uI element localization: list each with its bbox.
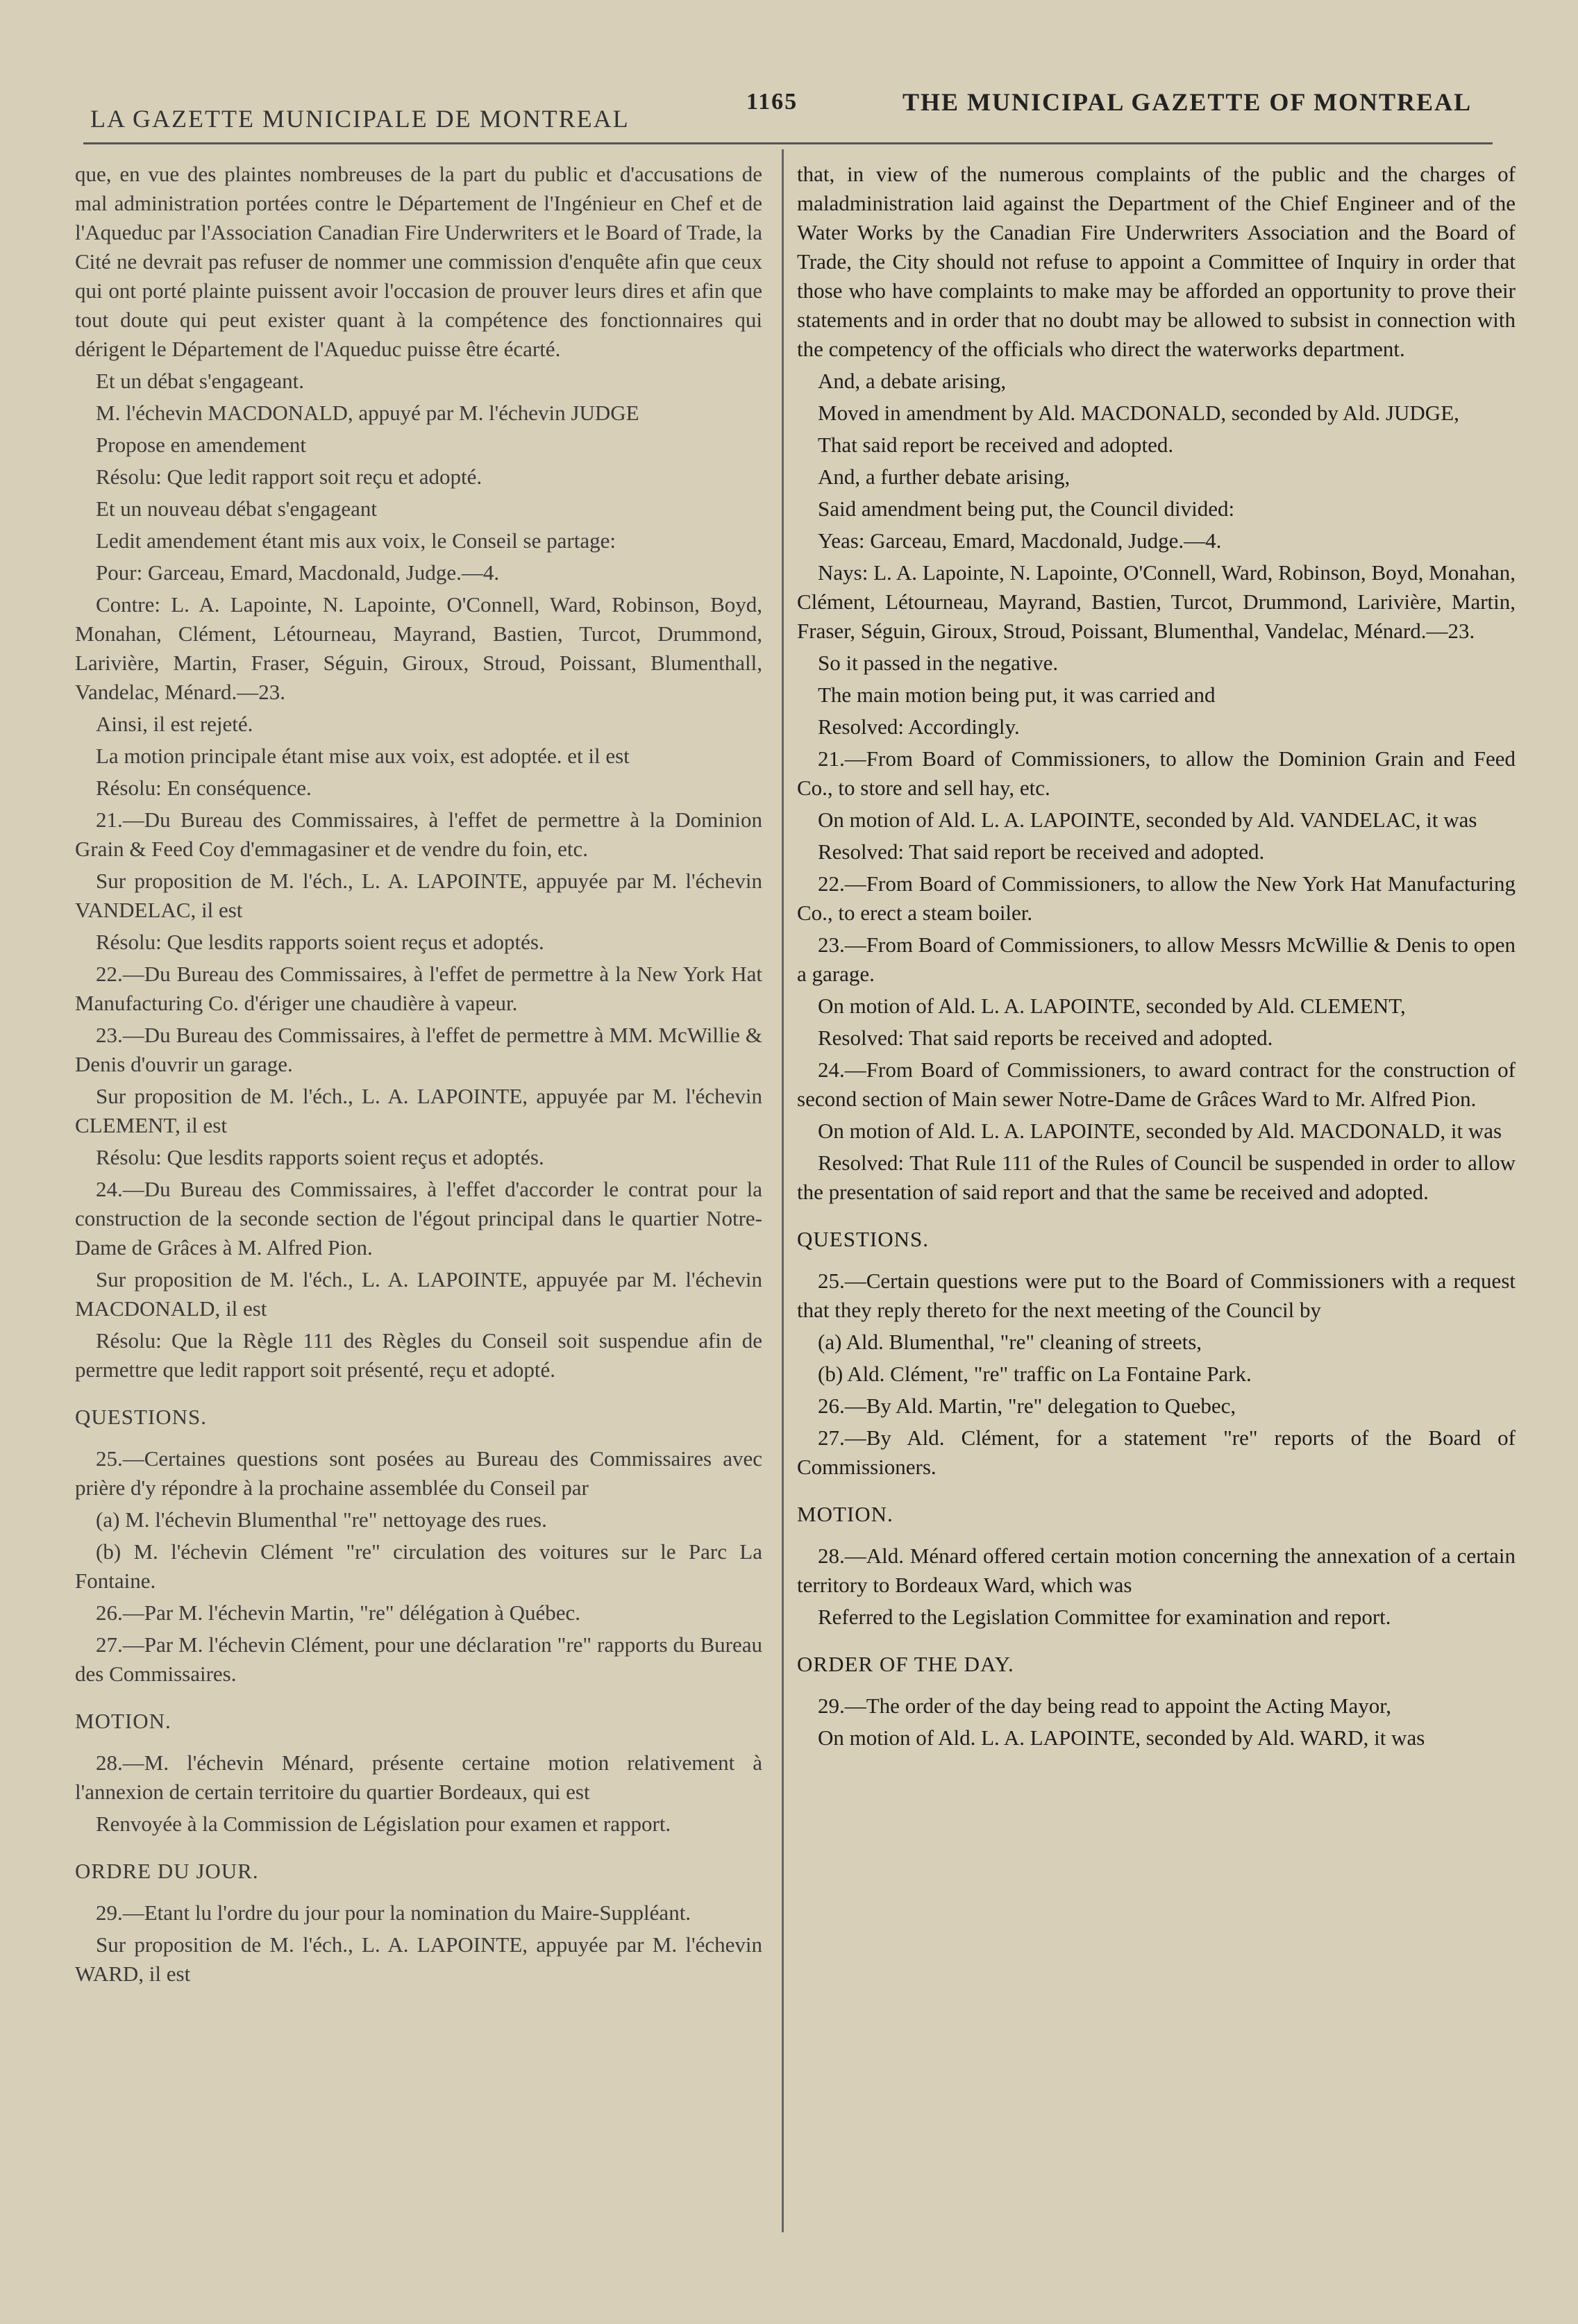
- paragraph: (b) M. l'échevin Clément "re" circulation des voitures sur le Parc La Fontaine.: [75, 1539, 762, 1593]
- english-column: [797, 160, 1516, 1755]
- paragraph: Sur proposition de M. l'éch., L. A. LAPOINTE, appuyée par M. l'échevin VANDELAC, il est: [75, 869, 762, 922]
- paragraph: Sur proposition de M. l'éch., L. A. LAPOINTE, appuyée par M. l'échevin CLEMENT, il est: [75, 1084, 762, 1137]
- paragraph: que, en vue des plaintes nombreuses de la part du public et d'accusations de mal administration portées contre le Département de l'Ingénieur en Chef et de l'Aqueduc par l'Association Canadian Fire Underwriters et le Board of Trade, la Cité ne devrait pas refuser de nommer une commission d'enquête afin que ceux qui ont porté plainte puissent avoir l'occasion de prouver leurs dires et afin que tout doute qui peut exister quant à la compétence des fonctionnaires qui dérigent le Département de l'Aqueduc puisse être écarté.: [75, 162, 762, 361]
- paragraph: M. l'échevin MACDONALD, appuyé par M. l'échevin JUDGE: [96, 401, 639, 425]
- section-heading: QUESTIONS.: [75, 1405, 207, 1429]
- paragraph: 21.—From Board of Commissioners, to allow the Dominion Grain and Feed Co., to store and sell hay, etc.: [797, 746, 1516, 800]
- paragraph: Propose en amendement: [96, 433, 307, 457]
- paragraph: 23.—Du Bureau des Commissaires, à l'effet de permettre à MM. McWillie & Denis d'ouvrir un garage.: [75, 1023, 762, 1076]
- paragraph: 25.—Certaines questions sont posées au Bureau des Commissaires avec prière d'y répondre à la prochaine assemblée du Conseil par: [75, 1446, 762, 1500]
- header-english-title: THE MUNICIPAL GAZETTE OF MONTREAL: [903, 88, 1472, 116]
- paragraph: 22.—Du Bureau des Commissaires, à l'effet de permettre à la New York Hat Manufacturing Co. d'ériger une chaudière à vapeur.: [75, 962, 762, 1015]
- paragraph: Résolu: Que ledit rapport soit reçu et adopté.: [96, 465, 482, 489]
- paragraph: Résolu: En conséquence.: [96, 776, 312, 800]
- section-heading: ORDER OF THE DAY.: [797, 1652, 1014, 1676]
- paragraph: And, a debate arising,: [818, 369, 1007, 393]
- paragraph: Sur proposition de M. l'éch., L. A. LAPOINTE, appuyée par M. l'échevin WARD, il est: [75, 1932, 762, 1986]
- paragraph: (b) Ald. Clément, "re" traffic on La Fontaine Park.: [818, 1362, 1252, 1386]
- paragraph: Ainsi, il est rejeté.: [96, 712, 253, 736]
- paragraph: 23.—From Board of Commissioners, to allow Messrs McWillie & Denis to open a garage.: [797, 933, 1516, 986]
- header-rule: [83, 142, 1493, 144]
- paragraph: Resolved: That said reports be received and adopted.: [818, 1026, 1273, 1050]
- paragraph: Resolved: That Rule 111 of the Rules of Council be suspended in order to allow the presentation of said report and that the same be received and adopted.: [797, 1151, 1516, 1204]
- paragraph: The main motion being put, it was carried and: [818, 683, 1216, 707]
- paragraph: On motion of Ald. L. A. LAPOINTE, seconded by Ald. VANDELAC, it was: [818, 808, 1477, 832]
- page-header: [83, 82, 1479, 137]
- paragraph: that, in view of the numerous complaints of the public and the charges of maladministration laid against the Department of the Chief Engineer and of the Water Works by the Canadian Fire Underwriters Association and the Board of Trade, the City should not refuse to appoint a Committee of Inquiry in order that those who have complaints to make may be afforded an opportunity to prove their statements and in order that no doubt may be allowed to subsist in connection with the competency of the officials who direct the waterworks department.: [797, 162, 1516, 361]
- paragraph: 26.—By Ald. Martin, "re" delegation to Quebec,: [818, 1394, 1236, 1418]
- section-heading: MOTION.: [797, 1502, 893, 1526]
- paragraph: 24.—From Board of Commissioners, to award contract for the construction of second section of Main sewer Notre-Dame de Grâces Ward to Mr. Alfred Pion.: [797, 1057, 1516, 1111]
- paragraph: Pour: Garceau, Emard, Macdonald, Judge.—4.: [96, 560, 500, 585]
- paragraph: Résolu: Que lesdits rapports soient reçus et adoptés.: [96, 1145, 544, 1169]
- paragraph: On motion of Ald. L. A. LAPOINTE, seconded by Ald. WARD, it was: [818, 1725, 1425, 1750]
- paragraph: Nays: L. A. Lapointe, N. Lapointe, O'Connell, Ward, Robinson, Boyd, Monahan, Clément, Létourneau, Mayrand, Bastien, Turcot, Drummond, Larivière, Martin, Fraser, Séguin, Giroux, Stroud, Poissant, Blumenthal, Vandelac, Ménard.—23.: [797, 560, 1516, 643]
- paragraph: (a) M. l'échevin Blumenthal "re" nettoyage des rues.: [96, 1507, 547, 1532]
- section-heading: QUESTIONS.: [797, 1227, 929, 1251]
- paragraph: Resolved: That said report be received and adopted.: [818, 839, 1265, 864]
- paragraph: 27.—Par M. l'échevin Clément, pour une déclaration "re" rapports du Bureau des Commissaires.: [75, 1632, 762, 1686]
- paragraph: 26.—Par M. l'échevin Martin, "re" délégation à Québec.: [96, 1600, 581, 1625]
- paragraph: 28.—Ald. Ménard offered certain motion concerning the annexation of a certain territory to Bordeaux Ward, which was: [797, 1544, 1516, 1597]
- french-column: [75, 160, 762, 1991]
- paragraph: 27.—By Ald. Clément, for a statement "re" reports of the Board of Commissioners.: [797, 1426, 1516, 1479]
- paragraph: Contre: L. A. Lapointe, N. Lapointe, O'Connell, Ward, Robinson, Boyd, Monahan, Clément, Létourneau, Mayrand, Bastien, Turcot, Drummond, Larivière, Martin, Fraser, Séguin, Giroux, Stroud, Poissant, Blumenthall, Vandelac, Ménard.—23.: [75, 592, 762, 704]
- paragraph: Renvoyée à la Commission de Législation pour examen et rapport.: [96, 1812, 671, 1836]
- paragraph: Ledit amendement étant mis aux voix, le Conseil se partage:: [96, 528, 616, 553]
- paragraph: And, a further debate arising,: [818, 465, 1071, 489]
- paragraph: Résolu: Que lesdits rapports soient reçus et adoptés.: [96, 930, 544, 954]
- paragraph: Yeas: Garceau, Emard, Macdonald, Judge.—4.: [818, 528, 1222, 553]
- paragraph: 22.—From Board of Commissioners, to allow the New York Hat Manufacturing Co., to erect a steam boiler.: [797, 871, 1516, 925]
- paragraph: Et un nouveau débat s'engageant: [96, 496, 377, 521]
- paragraph: 29.—The order of the day being read to appoint the Acting Mayor,: [818, 1694, 1392, 1718]
- paragraph: Said amendment being put, the Council divided:: [818, 496, 1235, 521]
- paragraph: 28.—M. l'échevin Ménard, présente certaine motion relativement à l'annexion de certain territoire du quartier Bordeaux, qui est: [75, 1750, 762, 1804]
- paragraph: 24.—Du Bureau des Commissaires, à l'effet d'accorder le contrat pour la construction de la seconde section de l'égout principal dans le quartier Notre-Dame de Grâces à M. Alfred Pion.: [75, 1177, 762, 1260]
- paragraph: So it passed in the negative.: [818, 651, 1059, 675]
- page-number: 1165: [746, 89, 798, 115]
- section-heading: ORDRE DU JOUR.: [75, 1859, 259, 1883]
- paragraph: That said report be received and adopted.: [818, 433, 1174, 457]
- paragraph: Et un débat s'engageant.: [96, 369, 304, 393]
- section-heading: MOTION.: [75, 1709, 171, 1733]
- paragraph: On motion of Ald. L. A. LAPOINTE, seconded by Ald. MACDONALD, it was: [818, 1119, 1502, 1143]
- column-divider: [782, 149, 784, 2232]
- paragraph: Referred to the Legislation Committee for examination and report.: [818, 1605, 1391, 1629]
- paragraph: 29.—Etant lu l'ordre du jour pour la nomination du Maire-Suppléant.: [96, 1900, 691, 1925]
- paragraph: 25.—Certain questions were put to the Board of Commissioners with a request that they reply thereto for the next meeting of the Council by: [797, 1269, 1516, 1322]
- paragraph: 21.—Du Bureau des Commissaires, à l'effet de permettre à la Dominion Grain & Feed Coy d'emmagasiner et de vendre du foin, etc.: [75, 808, 762, 861]
- header-french-title: LA GAZETTE MUNICIPALE DE MONTREAL: [90, 105, 630, 133]
- paragraph: Sur proposition de M. l'éch., L. A. LAPOINTE, appuyée par M. l'échevin MACDONALD, il est: [75, 1267, 762, 1321]
- paragraph: (a) Ald. Blumenthal, "re" cleaning of streets,: [818, 1330, 1202, 1354]
- paragraph: La motion principale étant mise aux voix, est adoptée. et il est: [96, 744, 630, 768]
- paragraph: Resolved: Accordingly.: [818, 714, 1020, 739]
- paragraph: Résolu: Que la Règle 111 des Règles du Conseil soit suspendue afin de permettre que ledit rapport soit présenté, reçu et adopté.: [75, 1328, 762, 1382]
- paragraph: Moved in amendment by Ald. MACDONALD, seconded by Ald. JUDGE,: [818, 401, 1459, 425]
- paragraph: On motion of Ald. L. A. LAPOINTE, seconded by Ald. CLEMENT,: [818, 994, 1406, 1018]
